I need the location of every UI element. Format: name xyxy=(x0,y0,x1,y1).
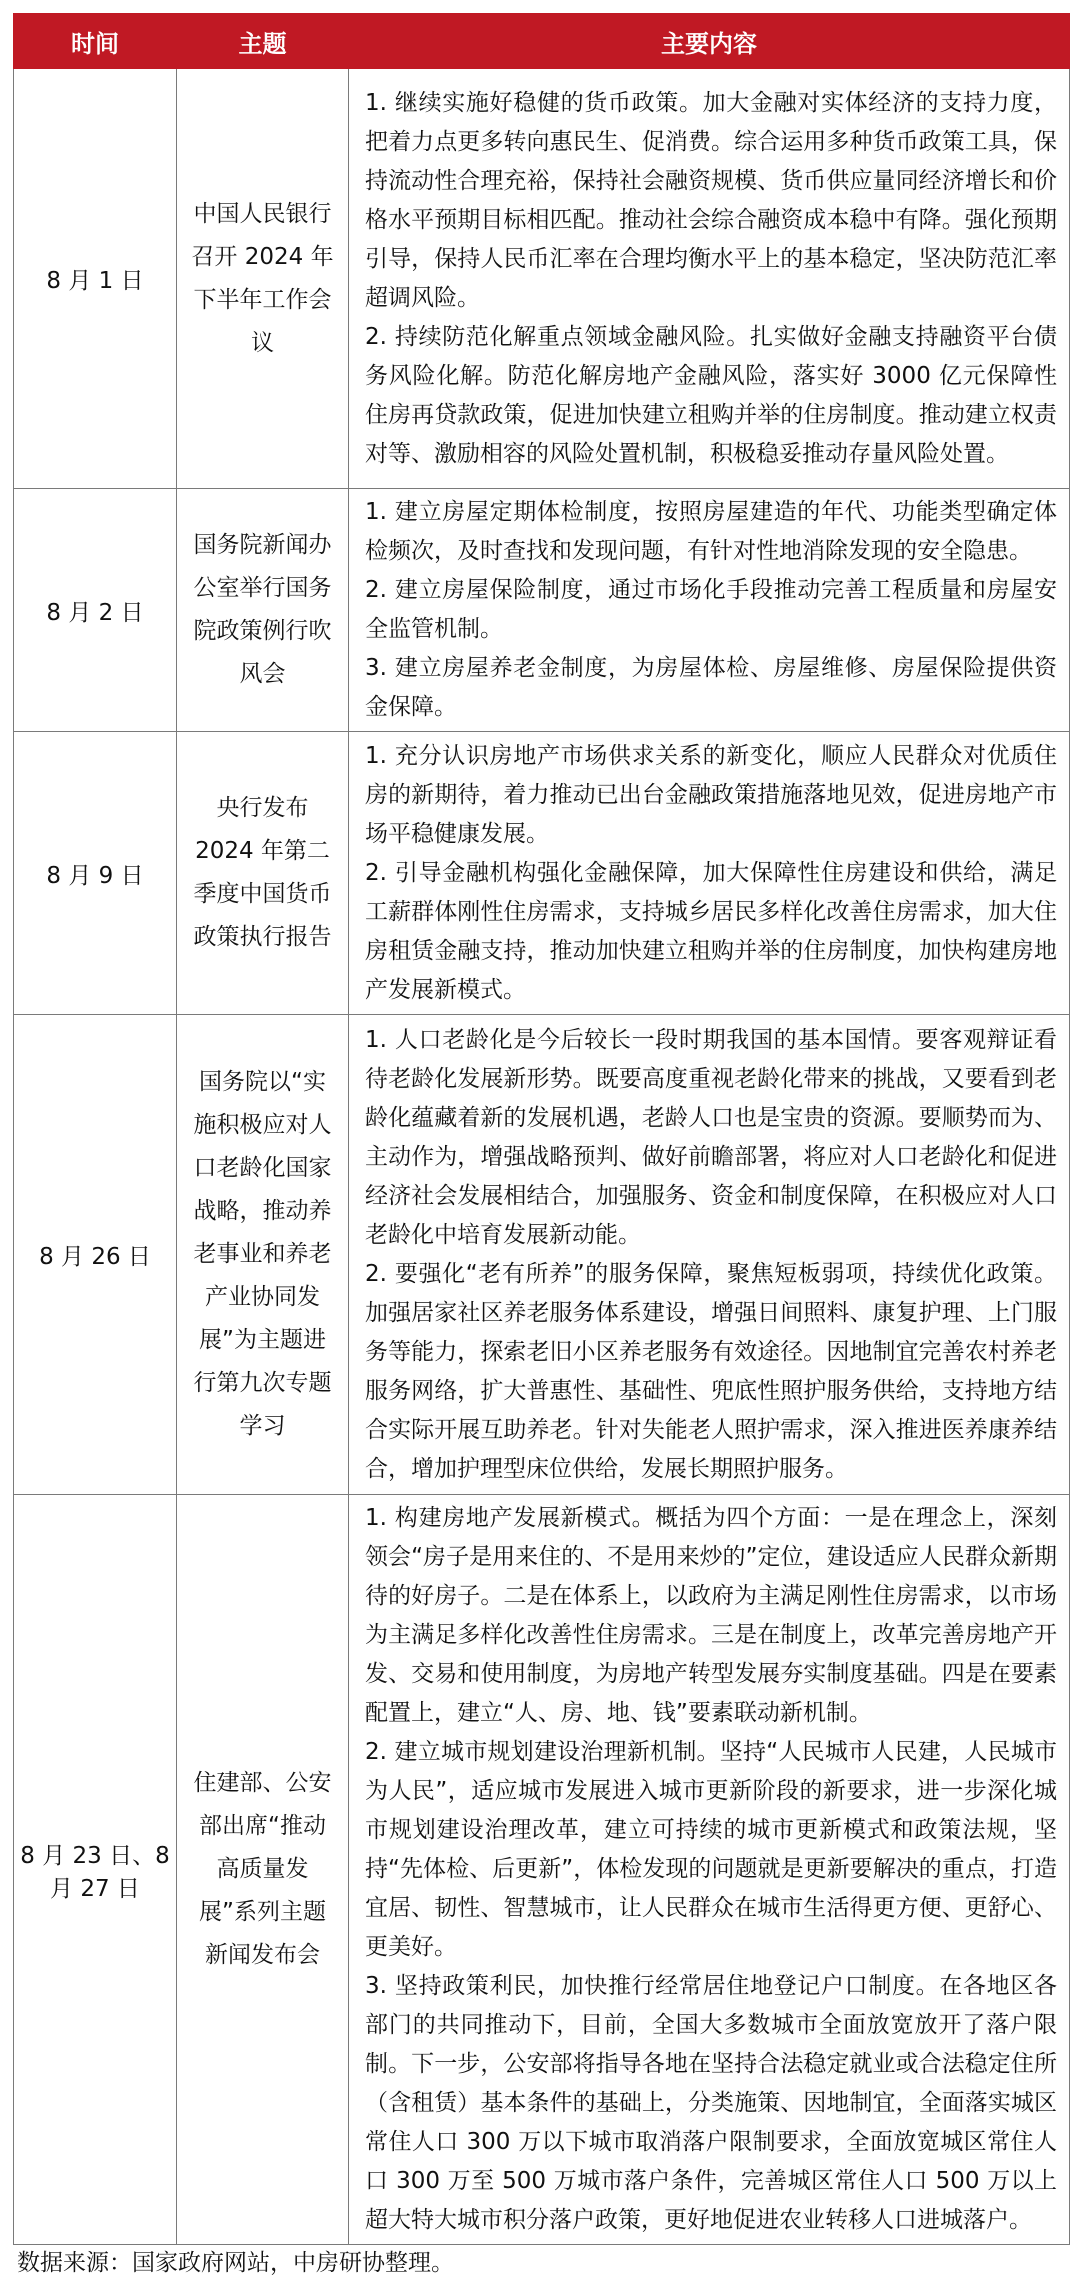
content-paragraph: 2. 引导金融机构强化金融保障，加大保障性住房建设和供给，满足工薪群体刚性住房需求，支持城乡居民多样化改善住房需求，加大住房租赁金融支持，推动加快建立租购并举的住房制度，加快构建房地产发展新模式。 xyxy=(365,859,1057,1003)
row-topic: 国务院以“实施积极应对人口老龄化国家战略，推动养老事业和养老产业协同发展”为主题进行第九次专题学习 xyxy=(177,1015,349,1495)
row-date: 8 月 9 日 xyxy=(14,732,177,1015)
table-row xyxy=(14,489,1070,732)
header-topic: 主题 xyxy=(177,14,349,69)
row-topic: 国务院新闻办公室举行国务院政策例行吹风会 xyxy=(177,489,349,732)
content-paragraph: 1. 构建房地产发展新模式。概括为四个方面：一是在理念上，深刻领会“房子是用来住的、不是用来炒的”定位，建设适应人民群众新期待的好房子。二是在体系上，以政府为主满足刚性住房需求，以市场为主满足多样化改善性住房需求。三是在制度上，改革完善房地产开发、交易和使用制度，为房地产转型发展夯实制度基础。四是在要素配置上，建立“人、房、地、钱”要素联动新机制。 xyxy=(365,1505,1057,1726)
content-paragraph: 3. 建立房屋养老金制度，为房屋体检、房屋维修、房屋保险提供资金保障。 xyxy=(365,655,1057,720)
row-content xyxy=(349,489,1070,732)
row-date: 8 月 26 日 xyxy=(14,1015,177,1495)
policy-table xyxy=(13,13,1070,2245)
row-date: 8 月 23 日、8 月 27 日 xyxy=(14,1495,177,2245)
data-source-note: 数据来源：国家政府网站，中房研协整理。 xyxy=(17,2250,454,2276)
content-paragraph: 1. 充分认识房地产市场供求关系的新变化，顺应人民群众对优质住房的新期待，着力推动已出台金融政策措施落地见效，促进房地产市场平稳健康发展。 xyxy=(365,742,1057,847)
row-topic: 央行发布 2024 年第二季度中国货币政策执行报告 xyxy=(177,732,349,1015)
row-content xyxy=(349,1495,1070,2245)
content-paragraph: 2. 持续防范化解重点领域金融风险。扎实做好金融支持融资平台债务风险化解。防范化解房地产金融风险，落实好 3000 亿元保障性住房再贷款政策，促进加快建立租购并举的住房制度。推动建立权责对等、激励相容的风险处置机制，积极稳妥推动存量风险处置。 xyxy=(365,323,1057,467)
row-content xyxy=(349,69,1070,489)
table-row xyxy=(14,1015,1070,1495)
table-header-row xyxy=(14,14,1070,69)
row-content xyxy=(349,732,1070,1015)
row-content xyxy=(349,1015,1070,1495)
row-topic: 住建部、公安部出席“推动高质量发展”系列主题新闻发布会 xyxy=(177,1495,349,2245)
content-paragraph: 1. 建立房屋定期体检制度，按照房屋建造的年代、功能类型确定体检频次，及时查找和发现问题，有针对性地消除发现的安全隐患。 xyxy=(365,499,1057,564)
content-paragraph: 2. 建立房屋保险制度，通过市场化手段推动完善工程质量和房屋安全监管机制。 xyxy=(365,577,1057,642)
table-row xyxy=(14,69,1070,489)
row-topic: 中国人民银行召开 2024 年下半年工作会议 xyxy=(177,69,349,489)
content-paragraph: 3. 坚持政策利民，加快推行经常居住地登记户口制度。在各地区各部门的共同推动下，目前，全国大多数城市全面放宽放开了落户限制。下一步，公安部将指导各地在坚持合法稳定就业或合法稳定住所（含租赁）基本条件的基础上，分类施策、因地制宜，全面落实城区常住人口 300 万以下城市取消落户限制要求，全面放宽城区常住人口 300 万至 500 万城市落户条件，完善城区常住人口 500 万以上超大特大城市积分落户政策，更好地促进农业转移人口进城落户。 xyxy=(365,1973,1057,2233)
header-content: 主要内容 xyxy=(349,14,1070,69)
content-paragraph: 1. 继续实施好稳健的货币政策。加大金融对实体经济的支持力度，把着力点更多转向惠民生、促消费。综合运用多种货币政策工具，保持流动性合理充裕，保持社会融资规模、货币供应量同经济增长和价格水平预期目标相匹配。推动社会综合融资成本稳中有降。强化预期引导，保持人民币汇率在合理均衡水平上的基本稳定，坚决防范汇率超调风险。 xyxy=(365,89,1057,311)
content-paragraph: 2. 要强化“老有所养”的服务保障，聚焦短板弱项，持续优化政策。加强居家社区养老服务体系建设，增强日间照料、康复护理、上门服务等能力，探索老旧小区养老服务有效途径。因地制宜完善农村养老服务网络，扩大普惠性、基础性、兜底性照护服务供给，支持地方结合实际开展互助养老。针对失能老人照护需求，深入推进医养康养结合，增加护理型床位供给，发展长期照护服务。 xyxy=(365,1260,1057,1482)
table-row xyxy=(14,1495,1070,2245)
table-row xyxy=(14,732,1070,1015)
content-paragraph: 1. 人口老龄化是今后较长一段时期我国的基本国情。要客观辩证看待老龄化发展新形势。既要高度重视老龄化带来的挑战，又要看到老龄化蕴藏着新的发展机遇，老龄人口也是宝贵的资源。要顺势而为、主动作为，增强战略预判、做好前瞻部署，将应对人口老龄化和促进经济社会发展相结合，加强服务、资金和制度保障，在积极应对人口老龄化中培育发展新动能。 xyxy=(365,1026,1057,1248)
row-date: 8 月 1 日 xyxy=(14,69,177,489)
header-date: 时间 xyxy=(14,14,177,69)
content-paragraph: 2. 建立城市规划建设治理新机制。坚持“人民城市人民建，人民城市为人民”，适应城市发展进入城市更新阶段的新要求，进一步深化城市规划建设治理改革，建立可持续的城市更新模式和政策法规，坚持“先体检、后更新”，体检发现的问题就是更新要解决的重点，打造宜居、韧性、智慧城市，让人民群众在城市生活得更方便、更舒心、更美好。 xyxy=(365,1739,1057,1960)
row-date: 8 月 2 日 xyxy=(14,489,177,732)
